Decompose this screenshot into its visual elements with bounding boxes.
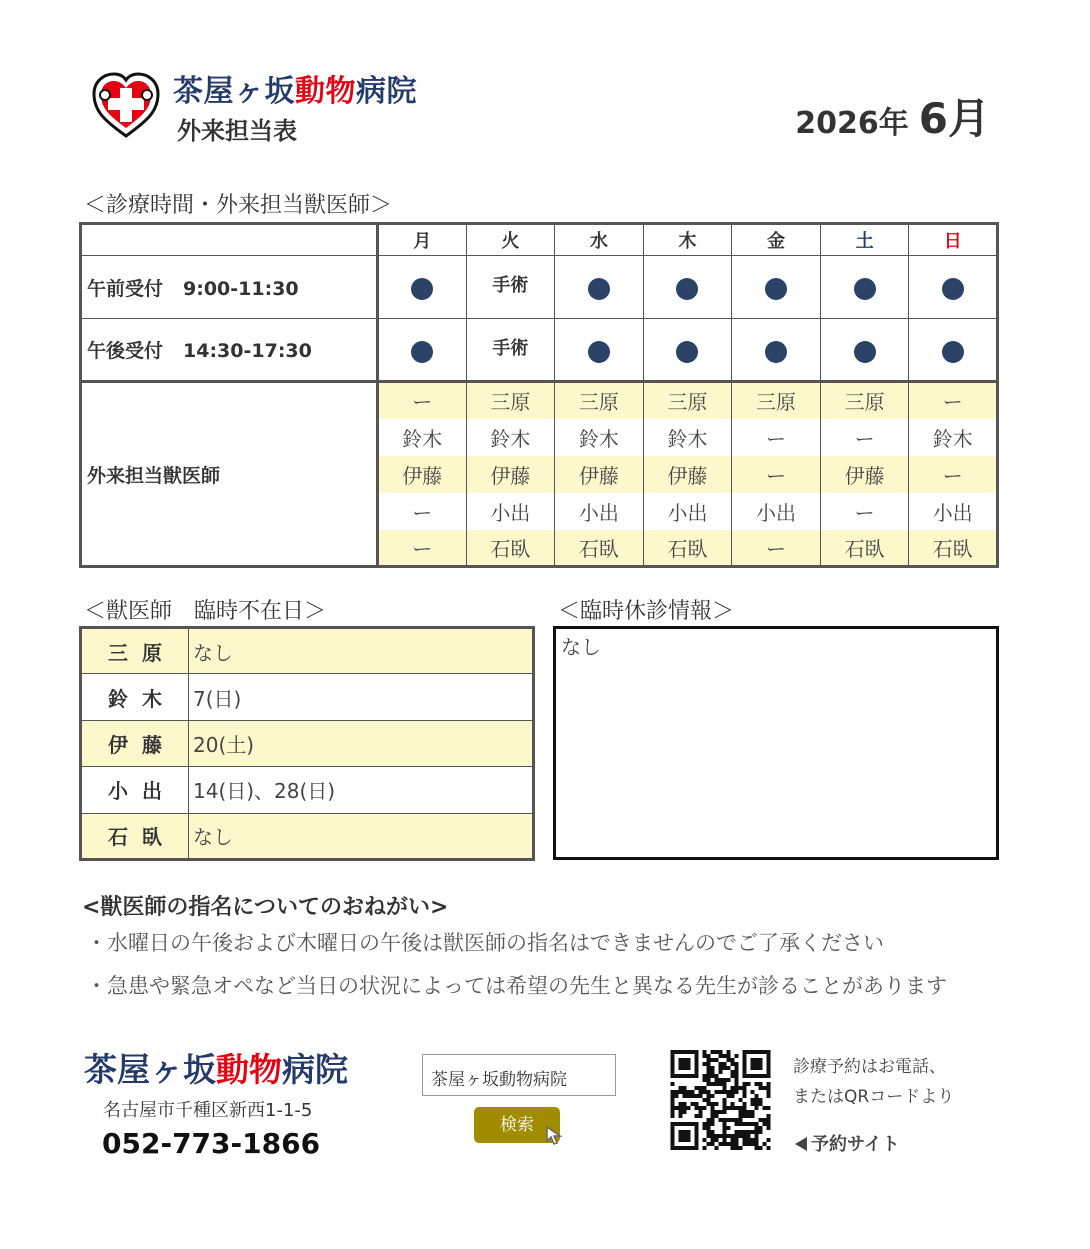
session-cell <box>820 256 909 319</box>
note-item: ・水曜日の午後および木曜日の午後は獣医師の指名はできませんのでご了承ください <box>86 931 884 955</box>
vet-cell: 鈴木 <box>378 419 467 456</box>
day-header: 火 <box>466 224 555 256</box>
footer-clinic-name-part2: 動物 <box>216 1050 282 1089</box>
vet-cell: 小出 <box>466 493 555 530</box>
reservation-link-label: 予約サイト <box>811 1134 900 1155</box>
reservation-text <box>793 1052 954 1112</box>
session-name: 午後受付 <box>87 340 164 362</box>
absence-row <box>81 628 534 674</box>
vet-cell: ー <box>820 493 909 530</box>
absence-vet-name: 石臥 <box>81 813 189 859</box>
qr-code-icon[interactable] <box>669 1050 772 1150</box>
open-dot-icon <box>411 278 433 300</box>
absence-table <box>79 626 535 861</box>
absence-vet-name: 三原 <box>81 628 189 674</box>
session-cell <box>732 256 821 319</box>
vet-cell: 伊藤 <box>820 456 909 493</box>
absence-value: 20(土) <box>189 720 534 766</box>
open-dot-icon <box>765 278 787 300</box>
open-dot-icon <box>676 341 698 363</box>
clinic-name-part3: 病院 <box>356 74 417 109</box>
session-cell <box>643 319 732 382</box>
vet-cell: ー <box>909 382 998 419</box>
reservation-line: 診療予約はお電話、 <box>793 1057 946 1077</box>
vet-cell: 伊藤 <box>643 456 732 493</box>
vet-cell: 伊藤 <box>466 456 555 493</box>
vet-row <box>81 382 998 419</box>
vet-cell: 小出 <box>732 493 821 530</box>
session-cell <box>466 256 555 319</box>
open-dot-icon <box>942 341 964 363</box>
session-label <box>81 319 378 382</box>
vet-cell: ー <box>732 456 821 493</box>
schedule-date <box>795 86 990 146</box>
vet-cell: ー <box>909 456 998 493</box>
footer-phone: 052-773-1866 <box>102 1127 321 1160</box>
vet-cell: 鈴木 <box>643 419 732 456</box>
vets-label: 外来担当獣医師 <box>81 382 378 567</box>
open-dot-icon <box>411 341 433 363</box>
surgery-label: 手術 <box>492 275 529 296</box>
session-label <box>81 256 378 319</box>
session-row-afternoon <box>81 319 998 382</box>
absence-value: 14(日)、28(日) <box>189 767 534 813</box>
vet-cell: 伊藤 <box>555 456 644 493</box>
clinic-name-part1: 茶屋ヶ坂 <box>173 74 295 109</box>
search-button[interactable]: 検索 <box>474 1107 560 1143</box>
vet-cell: 三原 <box>555 382 644 419</box>
day-header: 木 <box>643 224 732 256</box>
vet-cell: ー <box>378 493 467 530</box>
vet-cell: 鈴木 <box>555 419 644 456</box>
absence-row <box>81 813 534 859</box>
reservation-site-link[interactable] <box>795 1130 900 1156</box>
absence-section-title: ＜獣医師 臨時不在日＞ <box>84 599 327 624</box>
session-cell <box>466 319 555 382</box>
open-dot-icon <box>588 278 610 300</box>
schedule-section-title: ＜診療時間・外来担当獣医師＞ <box>84 193 393 218</box>
session-time: 14:30-17:30 <box>183 340 312 362</box>
vet-cell: 三原 <box>732 382 821 419</box>
schedule-month: 6月 <box>918 94 990 143</box>
session-time: 9:00-11:30 <box>183 277 299 300</box>
session-row-morning <box>81 256 998 319</box>
absence-row <box>81 674 534 720</box>
clinic-logo-icon <box>90 70 162 142</box>
schedule-year: 2026年 <box>795 106 909 141</box>
vet-cell: ー <box>378 530 467 567</box>
vet-cell: ー <box>732 419 821 456</box>
page-subtitle: 外来担当表 <box>177 117 297 145</box>
notes-title: <獣医師の指名についてのおねがい> <box>82 895 449 920</box>
session-cell <box>378 319 467 382</box>
day-header: 金 <box>732 224 821 256</box>
schedule-header-blank <box>81 224 378 256</box>
vet-cell: 石臥 <box>820 530 909 567</box>
absence-value: なし <box>189 813 534 859</box>
footer-clinic-name <box>84 1044 348 1091</box>
absence-row <box>81 767 534 813</box>
day-header-saturday: 土 <box>820 224 909 256</box>
open-dot-icon <box>854 341 876 363</box>
vet-cell: ー <box>820 419 909 456</box>
footer-clinic-name-part3: 病院 <box>282 1050 348 1089</box>
schedule-header-row <box>81 224 998 256</box>
footer-address: 名古屋市千種区新西1-1-5 <box>103 1100 313 1121</box>
open-dot-icon <box>942 278 964 300</box>
day-header: 月 <box>378 224 467 256</box>
absence-vet-name: 鈴木 <box>81 674 189 720</box>
closure-info-box <box>553 626 999 860</box>
vet-cell: 小出 <box>555 493 644 530</box>
open-dot-icon <box>765 341 787 363</box>
session-name: 午前受付 <box>87 277 164 300</box>
absence-value: なし <box>189 628 534 674</box>
session-cell <box>909 256 998 319</box>
absence-vet-name: 伊藤 <box>81 720 189 766</box>
open-dot-icon <box>588 341 610 363</box>
vet-cell: 小出 <box>909 493 998 530</box>
vet-cell: 石臥 <box>909 530 998 567</box>
vet-cell: 三原 <box>820 382 909 419</box>
session-cell <box>820 319 909 382</box>
absence-value: 7(日) <box>189 674 534 720</box>
clinic-name-part2: 動物 <box>295 74 356 109</box>
vet-cell: 三原 <box>643 382 732 419</box>
session-cell <box>555 319 644 382</box>
vet-cell: 三原 <box>466 382 555 419</box>
day-header: 水 <box>555 224 644 256</box>
session-cell <box>732 319 821 382</box>
open-dot-icon <box>676 278 698 300</box>
search-input[interactable]: 茶屋ヶ坂動物病院 <box>422 1054 616 1096</box>
absence-vet-name: 小出 <box>81 767 189 813</box>
day-header-sunday: 日 <box>909 224 998 256</box>
clinic-name <box>173 66 417 110</box>
pointer-cursor-icon <box>545 1125 565 1147</box>
left-arrow-icon <box>795 1137 807 1151</box>
vet-cell: 鈴木 <box>466 419 555 456</box>
closure-section-title: ＜臨時休診情報＞ <box>558 599 735 624</box>
open-dot-icon <box>854 278 876 300</box>
footer-clinic-name-part1: 茶屋ヶ坂 <box>84 1050 216 1089</box>
vet-cell: 小出 <box>643 493 732 530</box>
vet-cell: 鈴木 <box>909 419 998 456</box>
session-cell <box>643 256 732 319</box>
surgery-label: 手術 <box>492 337 529 359</box>
vet-cell: ー <box>378 382 467 419</box>
vet-cell: 石臥 <box>466 530 555 567</box>
vet-cell: 伊藤 <box>378 456 467 493</box>
schedule-table <box>79 222 999 568</box>
vet-cell: 石臥 <box>555 530 644 567</box>
session-cell <box>555 256 644 319</box>
note-item: ・急患や緊急オペなど当日の状況によっては希望の先生と異なる先生が診ることがあります <box>86 974 947 998</box>
vet-cell: 石臥 <box>643 530 732 567</box>
reservation-line: またはQRコードより <box>793 1087 955 1107</box>
closure-content: なし <box>561 635 601 659</box>
session-cell <box>378 256 467 319</box>
vet-cell: ー <box>732 530 821 567</box>
session-cell <box>909 319 998 382</box>
absence-row <box>81 720 534 766</box>
